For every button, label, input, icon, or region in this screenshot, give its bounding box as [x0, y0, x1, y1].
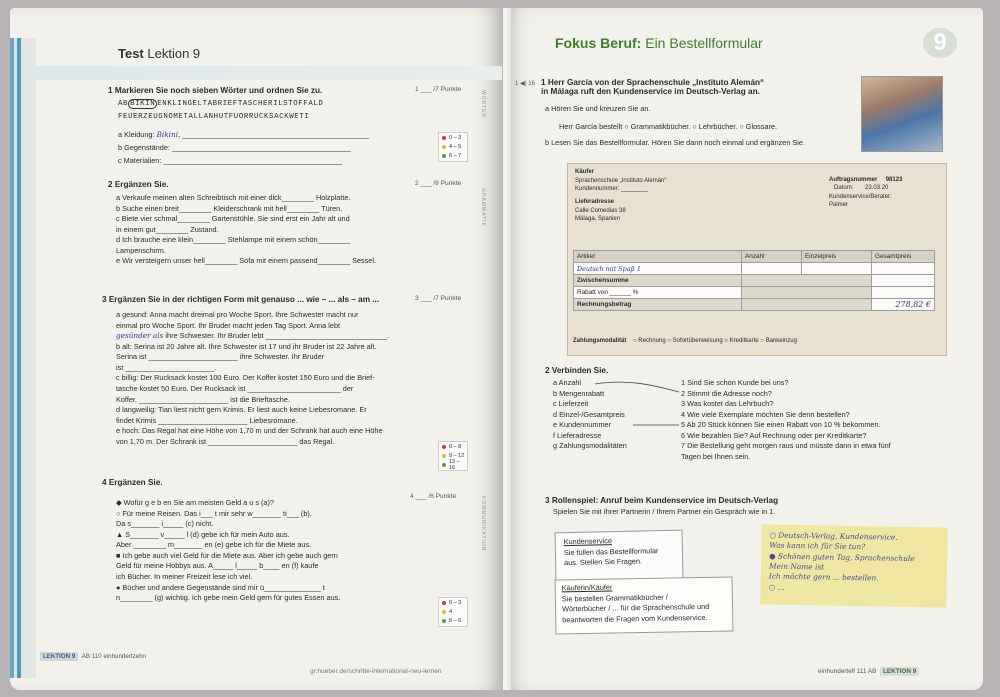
ex1-instruction: 1 Markieren Sie noch sieben Wörter und ordnen Sie zu.: [108, 86, 323, 95]
ex3-heading: 3 Ergänzen Sie in der richtigen Form mit genauso ... wie – ... als – am ...: [102, 295, 380, 304]
ex3-traffic-light: 0 – 8 9 – 12 13 – 16: [438, 441, 468, 471]
order-row-article: Deutsch mit Spaß 1: [574, 263, 742, 275]
ex1-score: 1 ___ /7 Punkte: [415, 86, 462, 93]
match-left-item: e Kundennummer: [553, 420, 612, 430]
drawn-connector-lines: [593, 380, 683, 430]
ex2-line: d Ich brauche eine klein________ Stehlampe mit einem schön________: [116, 235, 351, 245]
match-left-item: d Einzel-/Gesamtpreis: [553, 409, 625, 419]
ex3-line: c billig: Der Rucksack kostet 100 Euro. Der Koffer kostet 150 Euro und die Brief-: [116, 373, 375, 383]
payment-options: Zahlungsmodalität ○ Rechnung ○ Sofortüberweisung ○ Kreditkarte ○ Bankeinzug: [573, 338, 797, 344]
ex3-line-hand: gesünder als ihre Schwester. Ihr Bruder lebt ______________________________.: [116, 331, 390, 341]
ex4-score: 4 ___ /6 Punkte: [410, 493, 457, 500]
gutter-shade: [503, 8, 511, 690]
ex4-line: ◆ Wofür g e b en Sie am meisten Geld a u s (a)?: [116, 498, 274, 507]
buyer-block: Käufer Sprachenschule „Instituto Alemán“ Kundennummer: ________ Lieferadresse Calle Comedias 38 Málaga, Spanien: [575, 169, 667, 223]
ex4-list: [116, 498, 340, 604]
ex3-right-sub: Spielen Sie mit Ihrer Partnerin / Ihrem Partner ein Gespräch wie in 1.: [553, 507, 776, 516]
ex4-traffic-light: 0 – 3 4 5 – 6: [438, 597, 468, 627]
ex2-line: a Verkaufe meinen alten Schreibtisch mit einer dick________ Holzplatte.: [116, 193, 351, 202]
header-band: [32, 66, 502, 80]
ex3-line: einmal pro Woche Sport. Ihr Bruder macht jeden Tag Sport. Anna lebt: [116, 320, 341, 330]
ex3-line: a gesund: Anna macht dreimal pro Woche Sport. Ihre Schwester macht nur: [116, 310, 359, 319]
total-label: Rechnungsbetrag: [574, 299, 742, 311]
role-card-service: Kundenservice Sie füllen das Bestellformular aus. Stellen Sie Fragen.: [554, 530, 683, 583]
right-footer: einhundertelf 111 AB LEKTION 9: [818, 668, 919, 675]
match-right-item: 3 Was kostet das Lehrbuch?: [681, 399, 774, 409]
ex4-line: ▲ S_______ v_____ l (d) gebe ich für mein Auto aus.: [116, 529, 290, 539]
ex1-right-b: b Lesen Sie das Bestellformular. Hören Sie dann noch einmal und ergänzen Sie.: [545, 138, 806, 147]
ex2-line: e Wir versteigern unser hell________ Sofa mit einem passend________ Sessel.: [116, 256, 377, 266]
ex3-line: findet Krimis ______________________ Liebesromane.: [116, 415, 298, 425]
match-right-item: 6 Wie bezahlen Sie? Auf Rechnung oder per Kreditkarte?: [681, 430, 867, 440]
ex3-line: d langweilig: Tian liest nicht gern Krimis. Er liest auch keine Liebesromane. Er: [116, 405, 367, 415]
ex3-score: 3 ___ /7 Punkte: [415, 295, 462, 302]
ex3-line: Koffer. ______________________ ist die Brieftasche.: [116, 394, 290, 404]
ex2-line: in einem gut________ Zustand.: [116, 224, 219, 234]
subtotal-label: Zwischensumme: [574, 275, 742, 287]
audio-track-icon: 1 ◀) 16: [515, 81, 535, 87]
ex3-line: b alt: Serina ist 20 Jahre alt. Ihre Schwester ist 17 und ihr Bruder ist 22 Jahre alt.: [116, 341, 377, 351]
ex4-line: ○ Für meine Reisen. Das i___ t mir sehr w_______ ti___ (b).: [116, 508, 312, 518]
match-right-item: 5 Ab 20 Stück können Sie einen Rabatt von 10 % bekommen.: [681, 420, 881, 430]
order-row: [574, 263, 935, 275]
ex1-right-options: Herr García bestellt ○ Grammatikbücher. ○ Lehrbücher. ○ Glossare.: [559, 122, 778, 131]
ex1-right-a: a Hören Sie und kreuzen Sie an.: [545, 104, 651, 113]
ex4-line: n________ (g) wichtig. Ich gebe mein Geld gern für gutes Essen aus.: [116, 593, 341, 603]
page-edge-strip: [10, 38, 36, 678]
ex2-line: b Suche einen breit________ Kleiderschrank mit hell________ Türen.: [116, 203, 343, 213]
match-left-item: g Zahlungsmodalitäten: [553, 441, 627, 451]
match-right-item: 1 Sind Sie schon Kunde bei uns?: [681, 378, 789, 387]
col-artikel: Artikel: [574, 251, 742, 263]
ex2-line: Lampenschirm.: [116, 245, 166, 255]
ex3-right-heading: 3 Rollenspiel: Anruf beim Kundenservice im Deutsch-Verlag: [545, 496, 779, 505]
order-meta: Auftragsnummer 98123 Datum: 23.03.20 Kundenservice/Berater: Palmer: [829, 177, 903, 209]
match-left-item: f Lieferadresse: [553, 430, 602, 440]
letter-grid-row2: FEUERZEUGNOMETALLANHUTFUORRUCKSACKWETI: [118, 113, 310, 121]
ex2-list: [116, 193, 376, 267]
match-right-item: 7 Die Bestellung geht morgen raus und müsste dann in etwa fünf: [681, 441, 891, 451]
order-table-header: [574, 251, 935, 263]
footer-url: gr.hueber.de/schritte-international-neu-lernen: [310, 668, 442, 675]
ex4-line: Da s_______ i_____ (c) nicht.: [116, 519, 214, 529]
ex1-right-heading: 1 Herr García von der Sprachenschule „Instituto Alemán“ in Málaga ruft den Kundenservice im Deutsch-Verlag an.: [541, 78, 765, 96]
ex3-line: Serina ist ______________________ ihre Schwester. Ihr Bruder: [116, 352, 325, 362]
ex4-heading: 4 Ergänzen Sie.: [102, 478, 163, 487]
ex3-line: von 1,70 m. Der Schrank ist ______________________ das Regal.: [116, 436, 335, 446]
lesson-number-badge: 9: [923, 28, 957, 58]
ex2-score: 2 ___ /9 Punkte: [415, 180, 462, 187]
page-title: Test Lektion 9: [118, 46, 201, 61]
ex3-line: tasche kostet 50 Euro. Der Rucksack ist _______________________ der: [116, 384, 354, 394]
ex4-line: Geld für meine Hobbys aus. A_____ l_____ b____ en (f) kaufe: [116, 561, 319, 571]
match-right-item: Tagen bei Ihnen sein.: [681, 452, 751, 462]
left-page: [10, 8, 502, 690]
customer-photo: [861, 76, 943, 152]
match-right-item: 4 Wie viele Exemplare möchten Sie denn bestellen?: [681, 409, 850, 419]
page-title-right: Fokus Beruf: Ein Bestellformular: [555, 35, 763, 51]
match-left-item: b Mengenrabatt: [553, 388, 605, 398]
discount-label: Rabatt von ______ %: [574, 287, 742, 299]
sticky-note-dialogue: ○ Deutsch-Verlag, Kundenservice. Was kann ich für Sie tun? ● Schönen guten Tag, Sprachenschule Mein Name ist Ich möchte gern ... bestellen. ○ ...: [760, 524, 947, 607]
ex1-a: a Kleidung: Bikini, ______________________________________________: [118, 130, 370, 139]
ex2-right-heading: 2 Verbinden Sie.: [545, 366, 609, 375]
side-label-kommunikation: KOMMUNIKATION: [480, 496, 486, 552]
side-label-woerter: WÖRTER: [480, 90, 486, 119]
ex4-line: ■ Ich gebe auch viel Geld für die Miete aus. Aber ich gebe auch gern: [116, 550, 338, 560]
side-label-grammatik: GRAMMATIK: [480, 188, 486, 227]
ex2-heading: 2 Ergänzen Sie.: [108, 180, 169, 189]
ex1-c: c Materialien: ____________________________________________: [118, 156, 342, 165]
ex2-right-column: [681, 378, 891, 463]
ex3-line: e hoch: Das Regal hat eine Höhe von 1,70 m und der Schrank hat auch eine Höhe: [116, 426, 383, 436]
left-footer: LEKTION 9 AB 110 einhundertzehn: [40, 653, 146, 660]
order-table: [573, 250, 935, 311]
col-anzahl: Anzahl: [742, 251, 802, 263]
ex4-line: ich Bücher. In meiner Freizeit lese ich viel.: [116, 572, 253, 582]
col-gesamtpreis: Gesamtpreis: [872, 251, 935, 263]
letter-grid-row1: AB BIKIN ENKLINGELTABRIEFTASCHERILSTOFFALD: [118, 100, 324, 108]
role-card-buyer: Käuferin/Käufer Sie bestellen Grammatikbücher / Wörterbücher / ... für die Sprachenschule und beantworten die Fragen vom Kundenservice.: [555, 576, 734, 634]
ex4-line: ● Bücher und andere Gegenstände sind mir ü______________ t: [116, 582, 325, 592]
match-left-item: c Lieferzeit: [553, 399, 589, 409]
right-page: [503, 8, 983, 690]
ex3-line: ist ______________________.: [116, 362, 217, 372]
total-row: [574, 299, 935, 311]
match-right-item: 2 Stimmt die Adresse noch?: [681, 388, 772, 398]
ex1-traffic-light: 0 – 3 4 – 5 6 – 7: [438, 132, 468, 162]
subtotal-row: [574, 275, 935, 287]
match-left-item: a Anzahl: [553, 378, 581, 387]
col-einzelpreis: Einzelpreis: [802, 251, 872, 263]
total-value: 278,82 €: [872, 299, 935, 311]
discount-row: [574, 287, 935, 299]
ex4-line: Aber ________ m_______ en (e) gebe ich für die Miete aus.: [116, 540, 312, 550]
ex3-list: [116, 310, 389, 448]
ex2-line: c Biete vier schmal________ Gartenstühle. Sie sind erst ein Jahr alt und: [116, 214, 350, 224]
ex1-b: b Gegenstände: ____________________________________________: [118, 143, 351, 152]
